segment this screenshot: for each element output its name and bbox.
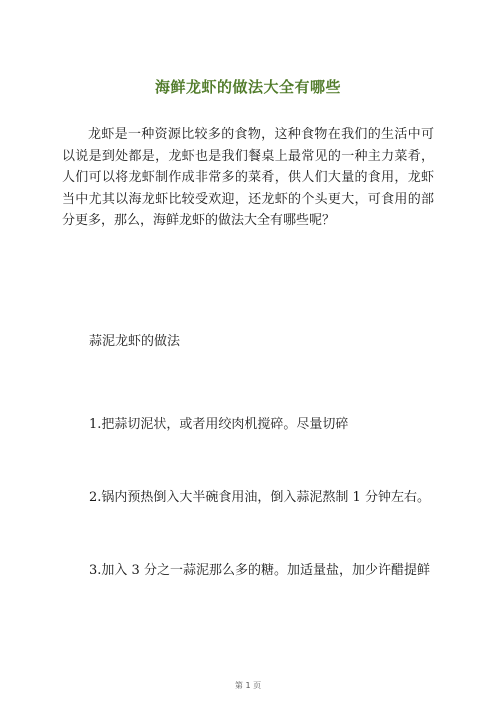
- document-title: 海鲜龙虾的做法大全有哪些: [154, 78, 341, 96]
- step-1: 1.把蒜切泥状，或者用绞肉机搅碎。尽量切碎: [89, 417, 349, 432]
- step-3: 3.加入 3 分之一蒜泥那么多的糖。加适量盐，加少许醋提鲜: [89, 563, 430, 578]
- intro-paragraph: 龙虾是一种资源比较多的食物，这种食物在我们的生活中可以说是到处都是，龙虾也是我们餐桌上最常见的一种主力菜肴，人们可以将龙虾制作成非常多的菜肴，供人们大量的食用，龙虾当中尤其以海龙虾比较受欢迎，还龙虾的个头更大，可食用的部分更多，那么，海鲜龙虾的做法大全有哪些呢？: [62, 127, 434, 228]
- step-2: 2.锅内预热倒入大半碗食用油，倒入蒜泥熬制 1 分钟左右。: [89, 490, 430, 505]
- page-number: 第 1 页: [234, 681, 262, 690]
- section-heading: 蒜泥龙虾的做法: [89, 334, 181, 349]
